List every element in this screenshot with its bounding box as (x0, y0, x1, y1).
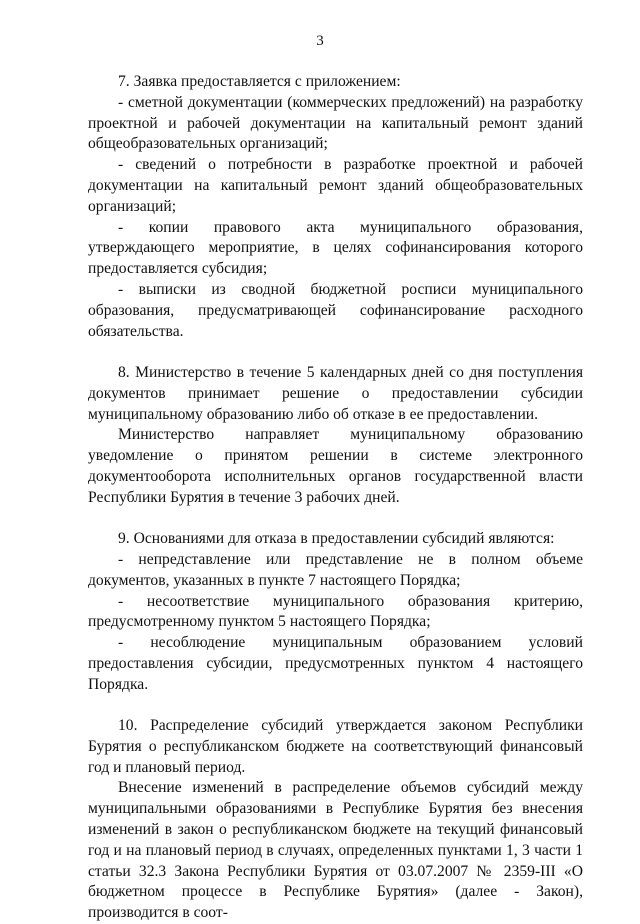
list-item-legal-act-copy: - копии правового акта муниципального образования, утверждающего мероприятие, в целях софинансирования которого предоставляется субсидия; (88, 218, 583, 278)
document-body (88, 72, 583, 924)
paragraph-item-10: 10. Распределение субсидий утверждается законом Республики Бурятия о республиканском бюджете на соответствующий финансовый год и плановый период. (88, 717, 583, 776)
list-item-needs-information: - сведений о потребности в разработке проектной и рабочей документации на капитальный ремонт зданий общеобразовательных организаций; (88, 156, 583, 215)
list-item-conditions-violation: - несоблюдение муниципальным образованием условий предоставления субсидии, предусмотренных пунктом 4 настоящего Порядка. (88, 634, 583, 693)
page-number: 3 (316, 33, 324, 49)
list-item-incomplete-documents: - непредставление или представление не в полном объеме документов, указанных в пункте 7 настоящего Порядка; (88, 550, 583, 589)
paragraph-item-8: 8. Министерство в течение 5 календарных дней со дня поступления документов принимает решение о предоставлении субсидии муниципальному образованию либо об отказе в ее предоставлении. (88, 363, 583, 423)
paragraph-notification: Министерство направляет муниципальному образованию уведомление о принятом решении в системе электронного документооборота исполнительных органов государственной власти Республики Бурятия в течение 3 рабочих дней. (88, 426, 583, 506)
paragraph-item-7-heading: 7. Заявка предоставляется с приложением: (118, 73, 401, 90)
paragraph-item-9-heading: 9. Основаниями для отказа в предоставлении субсидий являются: (118, 530, 555, 548)
list-item-budget-extract: - выписки из сводной бюджетной росписи муниципального образования, предусматривающей софинансирование расходного обязательства. (88, 280, 583, 340)
list-item-criterion-mismatch: - несоответствие муниципального образования критерию, предусмотренному пунктом 5 настоящего Порядка; (88, 592, 583, 631)
list-item-estimate-documentation: - сметной документации (коммерческих предложений) на разработку проектной и рабочей документации на капитальный ремонт зданий общеобразовательных организаций; (88, 93, 583, 153)
paragraph-amendments: Внесение изменений в распределение объемов субсидий между муниципальными образованиями в Республике Бурятия без внесения изменений в закон о республиканском бюджете на текущий финансовый год и на плановый период в случаях, определенных пунктами 1, 3 части 1 статьи 32.3 Закона Республики Бурятия от 03.07.2007 № 2359-III «О бюджетном процессе в Республике Бурятия» (далее - Закон), производится в соот- (88, 779, 583, 922)
